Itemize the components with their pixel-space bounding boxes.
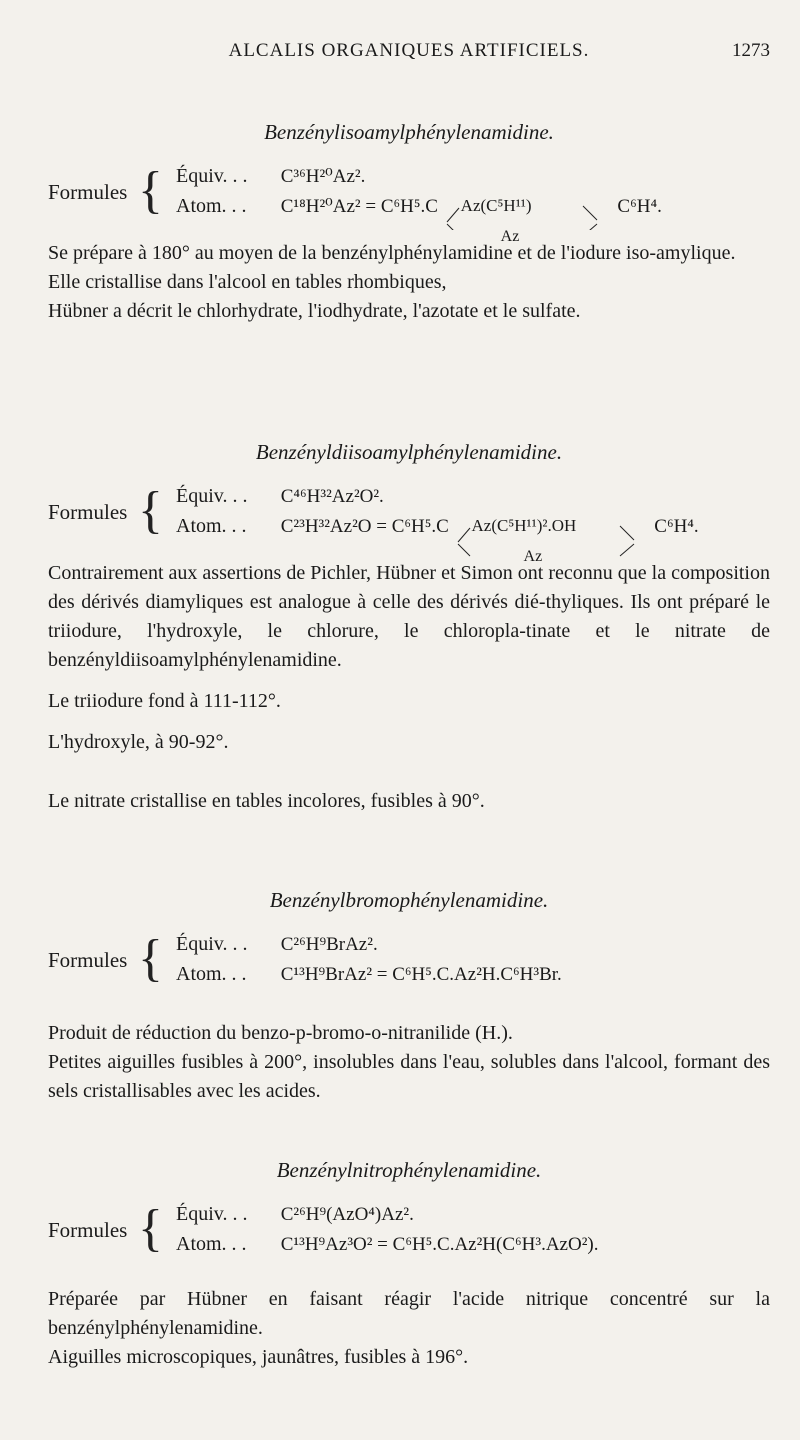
section-title: Benzénylisoamylphénylenamidine. xyxy=(264,120,554,144)
section-title: Benzénylnitrophénylenamidine. xyxy=(276,1158,542,1182)
running-title: ALCALIS ORGANIQUES ARTIFICIELS. xyxy=(228,40,590,61)
paragraph: Elle cristallise dans l'alcool en tables rhombiques, xyxy=(48,271,447,293)
section-body xyxy=(48,1285,770,1372)
brace-glyph: { xyxy=(138,482,163,539)
atom-tail: C⁶H⁴. xyxy=(654,516,699,537)
formula-equiv-row xyxy=(176,933,378,956)
branch-top: Az(C⁵H¹¹) xyxy=(460,196,532,215)
paragraph: Produit de réduction du benzo-p-bromo-o-nitranilide (H.). xyxy=(48,1022,513,1044)
section-benzenyldiisoamyl xyxy=(48,440,770,816)
formula-block xyxy=(48,162,770,245)
paragraph: Le triiodure fond à 111-112°. xyxy=(48,690,281,712)
section-title: Benzénylbromophénylenamidine. xyxy=(269,888,549,912)
paragraph: L'hydroxyle, à 90-92°. xyxy=(48,731,229,753)
equiv-label: Équiv. . . xyxy=(176,1203,248,1225)
section-body xyxy=(48,559,770,816)
paragraph: Se prépare à 180° au moyen de la benzénylphénylamidine et de l'iodure iso-amylique. xyxy=(48,242,736,264)
formula-label: Formules xyxy=(48,948,128,972)
section-body xyxy=(48,239,770,326)
paragraph: Aiguilles microscopiques, jaunâtres, fusibles à 196°. xyxy=(48,1346,469,1368)
equiv-label: Équiv. . . xyxy=(176,485,248,507)
atom-value: C¹⁸H²⁰Az² = C⁶H⁵.C xyxy=(280,196,438,217)
atom-tail: C⁶H⁴. xyxy=(617,196,662,217)
page-number: 1273 xyxy=(732,40,770,61)
brace-glyph: { xyxy=(138,930,163,987)
brace-glyph: { xyxy=(138,1200,163,1257)
section-benzenylbromo xyxy=(48,888,770,1106)
atom-label: Atom. . . xyxy=(176,1233,247,1255)
equiv-value: C²⁶H⁹BrAz². xyxy=(280,934,378,955)
paragraph: Petites aiguilles fusibles à 200°, insolubles dans l'eau, solubles dans l'alcool, formant des sels cristallisables avec les acides. xyxy=(48,1051,770,1102)
atom-label: Atom. . . xyxy=(176,963,247,985)
atom-label: Atom. . . xyxy=(176,195,247,217)
formula-atom-row xyxy=(176,963,562,986)
running-head xyxy=(48,40,770,70)
paragraph: Le nitrate cristallise en tables incolores, fusibles à 90°. xyxy=(48,790,485,812)
formula-block xyxy=(48,482,770,565)
section-benzenylisoamyl xyxy=(48,120,770,326)
formula-atom-row xyxy=(176,195,662,245)
section-title: Benzényldiisoamylphénylenamidine. xyxy=(255,440,563,464)
section-benzenylnitro xyxy=(48,1158,770,1372)
brace-glyph: { xyxy=(138,162,163,219)
formula-atom-row xyxy=(176,515,699,565)
equiv-value: C²⁶H⁹(AzO⁴)Az². xyxy=(280,1204,414,1225)
branch-bottom: Az xyxy=(523,548,543,565)
equiv-value: C³⁶H²⁰Az². xyxy=(280,166,366,187)
equiv-label: Équiv. . . xyxy=(176,165,248,187)
paragraph: Contrairement aux assertions de Pichler, Hübner et Simon ont reconnu que la composition des dérivés diamyliques est analogue à celle des dérivés dié-thyliques. Ils ont préparé le triiodure, l'hydroxyle, le chlorure, le chloropla-tinate et le nitrate de benzényldiisoamylphénylenamidine. xyxy=(48,562,770,671)
equiv-value: C⁴⁶H³²Az²O². xyxy=(280,486,384,507)
branch-top: Az(C⁵H¹¹)².OH xyxy=(471,516,577,535)
atom-value: C²³H³²Az²O = C⁶H⁵.C xyxy=(280,516,449,537)
branch-lines xyxy=(443,200,613,230)
formula-block xyxy=(48,930,770,993)
formula-equiv-row xyxy=(176,165,365,188)
formula-label: Formules xyxy=(48,1218,128,1242)
formula-block xyxy=(48,1200,770,1263)
equiv-label: Équiv. . . xyxy=(176,933,248,955)
atom-value: C¹³H⁹Az³O² = C⁶H⁵.C.Az²H(C⁶H³.AzO²). xyxy=(280,1234,599,1255)
formula-label: Formules xyxy=(48,500,128,524)
formula-atom-row xyxy=(176,1233,598,1256)
branch-lines xyxy=(454,520,650,560)
paragraph: Préparée par Hübner en faisant réagir l'acide nitrique concentré sur la benzénylphénylenamidine. xyxy=(48,1288,770,1339)
atom-value: C¹³H⁹BrAz² = C⁶H⁵.C.Az²H.C⁶H³Br. xyxy=(280,964,562,985)
section-body xyxy=(48,1019,770,1106)
formula-label: Formules xyxy=(48,180,128,204)
formula-equiv-row xyxy=(176,485,384,508)
formula-equiv-row xyxy=(176,1203,414,1226)
paragraph: Hübner a décrit le chlorhydrate, l'iodhydrate, l'azotate et le sulfate. xyxy=(48,300,581,322)
atom-label: Atom. . . xyxy=(176,515,247,537)
branch-bottom: Az xyxy=(500,228,520,245)
